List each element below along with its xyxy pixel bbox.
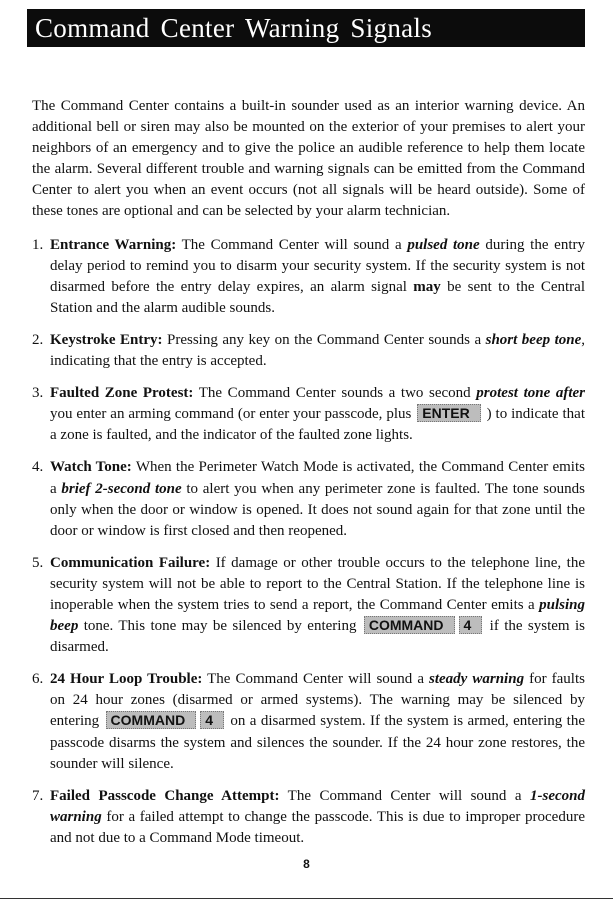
item-text-run: The Command Center sounds a two second: [193, 385, 477, 402]
item-text-run: The Command Center will sound a: [176, 236, 408, 253]
item-number: 4.: [32, 459, 44, 476]
item-text-run: The Command Center will sound a: [202, 671, 430, 688]
item-text-run: If damage or other trouble occurs to the telephone line, the security system will not be able to report to the Central Station. If the telephone line is inoperable when the system tries to send a report, the Command Center emits a: [50, 554, 585, 613]
item-number: 2.: [32, 331, 44, 348]
keypad-key: 4: [459, 616, 483, 634]
item-heading: 24 Hour Loop Trouble:: [50, 671, 203, 688]
item-text-run: Pressing any key on the Command Center sounds a: [162, 331, 486, 348]
emphasis-text: short beep tone: [485, 331, 582, 348]
keypad-key: 4: [200, 711, 224, 729]
item-heading: Communication Failure:: [50, 554, 211, 571]
item-heading: Failed Passcode Change Attempt:: [50, 787, 280, 804]
keypad-key: ENTER: [417, 404, 480, 422]
item-text: [50, 553, 585, 658]
item-text-run: When the Perimeter Watch Mode is activated, the Command Center emits a: [50, 459, 585, 497]
page-number: 8: [303, 857, 310, 871]
item-text-run: ) to indicate that a zone is faulted, and the indicator of the faulted zone lights.: [50, 406, 585, 444]
keypad-key: COMMAND: [106, 711, 197, 729]
item-heading: Faulted Zone Protest:: [50, 385, 194, 402]
list-item: [32, 786, 585, 849]
item-text-run: you enter an arming command (or enter your passcode, plus: [50, 406, 416, 423]
list-item: [32, 330, 585, 372]
item-text: [50, 457, 585, 541]
section-title: Command Center Warning Signals: [27, 9, 585, 47]
item-text-run: on a disarmed system. If the system is armed, entering the passcode disarms the system and silences the sounder. If the 24 hour zone restores, the sounder will silence.: [50, 713, 585, 772]
item-text: [50, 669, 585, 774]
item-text: [50, 786, 585, 849]
item-number: 6.: [32, 671, 44, 688]
item-number: 1.: [32, 236, 44, 253]
item-text-run: , indicating that the entry is accepted.: [50, 331, 586, 370]
emphasis-text: pulsed tone: [407, 236, 480, 253]
item-heading: Watch Tone:: [50, 459, 132, 476]
item-text-run: be sent to the Central Station and the alarm audible sounds.: [50, 278, 585, 316]
item-number: 3.: [32, 385, 44, 402]
item-text: [50, 235, 585, 319]
emphasis-text: protest tone after: [476, 385, 586, 402]
item-text-run: to alert you when any perimeter zone is faulted. The tone sounds only when the door or window is opened. It does not sound again for that zone until the door or window is first closed and then reopened.: [50, 480, 585, 539]
item-text-run: if the system is disarmed.: [50, 618, 585, 656]
keypad-key: COMMAND: [364, 616, 455, 634]
warning-signal-list: [32, 235, 585, 849]
intro-paragraph: The Command Center contains a built-in sounder used as an interior warning device. An additional bell or siren may also be mounted on the exterior of your premises to alert your neighbors of an emergency and to give the police an audible reference to help them locate the alarm. Several different trouble and warning signals can be emitted from the Command Center to alert you when an event occurs (not all signals will be heard outside). Some of these tones are optional and can be selected by your alarm technician.: [32, 98, 585, 220]
emphasis-text: 1-second warning: [50, 787, 585, 825]
list-item: [32, 235, 585, 319]
item-number: 7.: [32, 787, 44, 804]
item-number: 5.: [32, 554, 44, 571]
item-text: [50, 330, 585, 372]
item-text-run: for faults on 24 hour zones (disarmed or armed systems). The warning may be silenced by entering: [50, 671, 585, 730]
item-text: [50, 383, 585, 446]
emphasis-text: brief 2-second tone: [61, 480, 182, 497]
item-heading: Keystroke Entry:: [50, 331, 163, 348]
list-item: [32, 553, 585, 658]
emphasis-text: steady warning: [429, 671, 525, 688]
item-heading: Entrance Warning:: [50, 236, 177, 253]
emphasis-text: pulsing beep: [50, 596, 585, 635]
list-item: [32, 383, 585, 446]
item-text-run: for a failed attempt to change the passcode. This is due to improper procedure and not due to a Command Mode timeout.: [50, 808, 585, 846]
item-text-run: The Command Center will sound a: [279, 787, 530, 804]
document-body: [32, 96, 585, 860]
item-text-run: during the entry delay period to remind you to disarm your security system. If the security system is not disarmed before the entry delay expires, an alarm signal: [50, 236, 585, 295]
item-text-run: tone. This tone may be silenced by entering: [78, 618, 362, 635]
list-item: [32, 457, 585, 541]
list-item: [32, 669, 585, 774]
item-heading: may: [413, 278, 441, 295]
bottom-rule: [0, 898, 613, 899]
